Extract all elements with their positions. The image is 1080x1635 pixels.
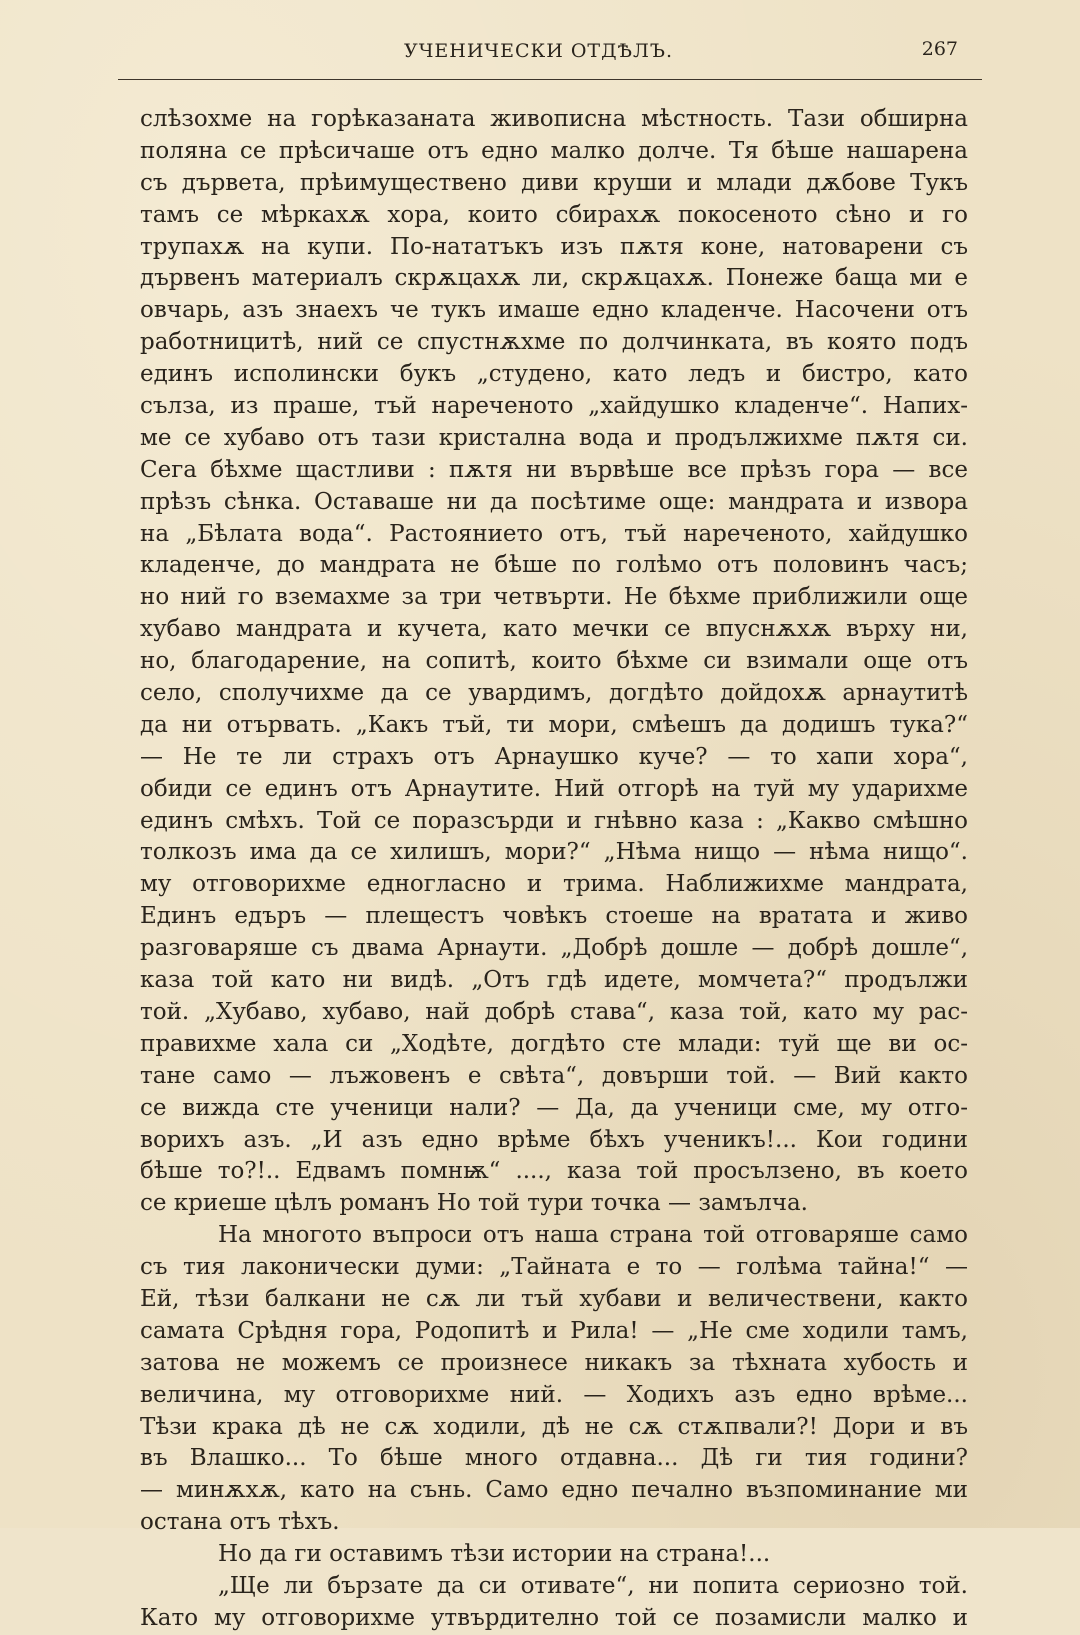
text-line: кладенче, до мандрата не бѣше по голѣмо отъ половинъ часъ;: [140, 552, 968, 579]
text-line: той. „Хубаво, хубаво, най добрѣ става“, каза той, като му рас-: [140, 998, 968, 1025]
text-line: самата Срѣдня гора, Родопитѣ и Рила! — „Не сме ходили тамъ,: [140, 1317, 968, 1344]
text-line: толкозъ има да се хилишъ, мори?“ „Нѣма нищо — нѣма нищо“.: [140, 839, 968, 866]
text-line: дървенъ материалъ скрѫцахѫ ли, скрѫцахѫ. Понеже баща ми е: [140, 265, 968, 292]
text-line: работницитѣ, ний се спустнѫхме по долчинката, въ която подъ: [140, 329, 968, 356]
text-line: му отговорихме едногласно и трима. Наближихме мандрата,: [140, 871, 968, 898]
text-line: каза той като ни видѣ. „Отъ гдѣ идете, момчета?“ продължи: [140, 967, 968, 994]
body-text: [140, 104, 968, 1635]
text-line: единъ исполински букъ „студено, като ледъ и бистро, като: [140, 361, 968, 388]
text-line: правихме хала си „Ходѣте, догдѣто сте млади: туй ще ви ос-: [140, 1030, 968, 1057]
text-line: трупахѫ на купи. По-нататъкъ изъ пѫтя коне, натоварени съ: [140, 233, 968, 260]
text-line: овчарь, азъ знаехъ че тукъ имаше едно кладенче. Насочени отъ: [140, 297, 968, 324]
text-line: село, сполучихме да се увардимъ, догдѣто дойдохѫ арнаутитѣ: [140, 680, 968, 707]
text-line: съ тия лаконически думи: „Тайната е то — голѣма тайна!“ —: [140, 1254, 968, 1281]
paragraph-first-line: „Ще ли бързате да си отивате“, ни попита сериозно той.: [218, 1572, 968, 1599]
text-line: съ дървета, прѣимущественo диви круши и млади дѫбове Тукъ: [140, 169, 968, 196]
text-line: Сега бѣхме щастливи : пѫтя ни вървѣше все прѣзъ гора — все: [140, 456, 968, 483]
text-line: затова не можемъ се произнесе никакъ за тѣхната хубость и: [140, 1349, 968, 1376]
text-line: сълза, из праше, тъй нареченото „хайдушко кладенче“. Напих-: [140, 393, 968, 420]
running-header: [118, 30, 980, 74]
text-line: да ни отървать. „Какъ тъй, ти мори, смѣешъ да додишъ тука?“: [140, 711, 968, 738]
text-line: но, благодарение, на сопитѣ, които бѣхме си взимали още отъ: [140, 648, 968, 675]
text-line: Единъ едъръ — плещестъ човѣкъ стоеше на вратата и живо: [140, 903, 968, 930]
section-title: УЧЕНИЧЕСКИ ОТДѢЛЪ.: [404, 40, 673, 62]
text-line: Тѣзи крака дѣ не сѫ ходили, дѣ не сѫ стѫпвали?! Дори и въ: [140, 1413, 968, 1440]
text-line: прѣзъ сѣнка. Оставаше ни да посѣтиме още: мандрата и извора: [140, 488, 968, 515]
text-line: ме се хубаво отъ тази кристална вода и продължихме пѫтя си.: [140, 424, 968, 451]
text-line: тамъ се мѣркахѫ хора, които сбирахѫ покосеното сѣно и го: [140, 201, 968, 228]
text-line: величина, му отговорихме ний. — Ходихъ азъ едно врѣме...: [140, 1381, 968, 1408]
paragraph-first-line: На многото въпроси отъ наша страна той отговаряше само: [218, 1222, 968, 1249]
page-number: 267: [921, 38, 958, 60]
text-line: единъ смѣхъ. Той се поразсърди и гнѣвно каза : „Какво смѣшно: [140, 807, 968, 834]
text-line: остана отъ тѣхъ.: [140, 1509, 340, 1536]
text-line: хубаво мандрата и кучета, като мечки се впуснѫхѫ върху ни,: [140, 616, 968, 643]
text-line: слѣзохме на горѣказаната живописна мѣстность. Тази обширна: [140, 106, 968, 132]
text-line: обиди се единъ отъ Арнаутите. Ний отгорѣ на туй му ударихме: [140, 775, 968, 802]
text-line: поляна се прѣсичаше отъ едно малко долче. Тя бѣше нашарена: [140, 137, 968, 164]
text-line: Ей, тѣзи балкани не сѫ ли тъй хубави и величествени, както: [140, 1285, 968, 1312]
text-line: на „Бѣлата вода“. Растоянието отъ, тъй нареченото, хайдушко: [140, 520, 968, 547]
text-line: разговаряше съ двама Арнаути. „Добрѣ дошле — добрѣ дошле“,: [140, 935, 968, 962]
text-line: бѣше то?!.. Едвамъ помнѭ“ ...., каза той просълзено, въ което: [140, 1158, 968, 1185]
text-line: въ Влашко... То бѣше много отдавна... Дѣ ги тия години?: [140, 1445, 968, 1472]
header-rule: [118, 79, 982, 80]
paragraph-first-line: Но да ги оставимъ тѣзи истории на страна!...: [218, 1541, 771, 1568]
text-line: но ний го вземахме за три четвърти. Не бѣхме приближили още: [140, 584, 968, 611]
text-line: тане само — лъжовенъ е свѣта“, довърши той. — Вий както: [140, 1062, 968, 1089]
text-line: Като му отговорихме утвърдително той се позамисли малко и: [140, 1604, 968, 1631]
text-line: — Не те ли страхъ отъ Арнаушко куче? — то хапи хора“,: [140, 743, 968, 770]
text-line: се криеше цѣлъ романъ Но той тури точка — замълча.: [140, 1190, 808, 1217]
text-line: ворихъ азъ. „И азъ едно врѣме бѣхъ ученикъ!... Кои години: [140, 1126, 968, 1153]
text-line: се вижда сте ученици нали? — Да, да ученици сме, му отго-: [140, 1094, 968, 1121]
text-line: — минѫхѫ, като на сънь. Само едно печално възпоминание ми: [140, 1477, 968, 1504]
